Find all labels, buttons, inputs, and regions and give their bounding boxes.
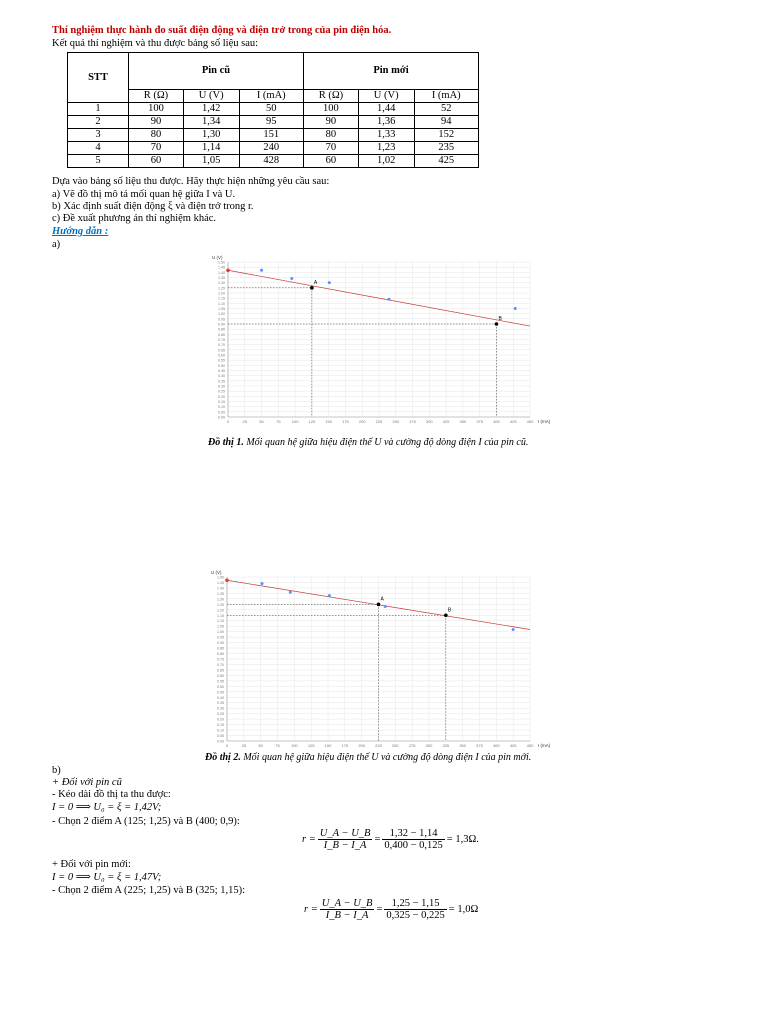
sub-header-1: U (V) (183, 90, 239, 103)
y-tick-label: 1.20 (218, 291, 225, 296)
grid (218, 261, 534, 425)
y-tick-label: 0.05 (218, 410, 225, 415)
table-cell: 50 (239, 103, 303, 116)
y-tick-label: 0.85 (217, 646, 224, 651)
marked-point (444, 613, 448, 617)
x-tick-label: 300 (425, 419, 433, 424)
table-cell: 70 (303, 142, 358, 155)
table-cell: 1 (68, 103, 129, 116)
y-tick-label: 1.00 (217, 630, 224, 635)
marked-point (495, 322, 499, 326)
task-lead: Dựa vào bảng số liệu thu được. Hãy thực hiện những yêu cầu sau: (52, 176, 330, 187)
x-tick-label: 25 (241, 743, 247, 748)
x-tick-label: 175 (342, 419, 349, 424)
intercept-point (226, 268, 230, 272)
marked-point-label: B (498, 316, 502, 322)
new-r-lhs: r = (304, 904, 318, 915)
y-tick-label: 0.75 (217, 657, 224, 662)
y-tick-label: 0.55 (218, 358, 225, 363)
data-point (512, 628, 515, 631)
table-cell: 60 (303, 155, 358, 168)
new-f2-num: 1,25 − 1,15 (384, 898, 446, 910)
x-tick-label: 200 (358, 743, 366, 748)
old-emf: I = 0 ⟹ U₀ = ξ = 1,42V; (52, 802, 162, 813)
table-cell: 2 (68, 116, 129, 129)
intercept-point (225, 578, 229, 582)
y-tick-label: 0.70 (218, 343, 225, 348)
data-point (328, 594, 331, 597)
x-tick-label: 375 (476, 743, 483, 748)
x-tick-label: 250 (391, 743, 399, 748)
y-tick-label: 0.20 (218, 394, 225, 399)
table-row (68, 155, 479, 168)
chart2-caption-bold: Đồ thị 2. (205, 752, 241, 763)
x-axis-label: I (mA) (538, 743, 551, 748)
y-tick-label: 1.15 (217, 613, 224, 618)
data-point (388, 298, 391, 301)
y-tick-label: 1.30 (218, 281, 225, 286)
table-body (68, 103, 479, 168)
marked-point (377, 603, 381, 607)
table-cell: 52 (414, 103, 478, 116)
y-tick-label: 0.00 (217, 739, 224, 744)
x-tick-label: 325 (442, 419, 450, 424)
x-tick-label: 450 (526, 743, 534, 748)
y-tick-label: 0.75 (218, 338, 225, 342)
y-axis-label: U (V) (211, 570, 222, 575)
y-tick-label: 1.20 (217, 608, 224, 613)
y-tick-label: 0.65 (218, 348, 225, 353)
y-tick-label: 0.05 (217, 734, 224, 739)
x-tick-label: 100 (291, 419, 299, 424)
x-tick-label: 75 (276, 419, 281, 424)
intro-text: Kết quả thí nghiệm và thu được bảng số liệu sau: (52, 38, 259, 49)
y-tick-label: 0.15 (218, 400, 225, 404)
x-tick-label: 75 (275, 743, 280, 748)
x-tick-label: 425 (509, 419, 517, 424)
data-point (290, 277, 293, 280)
x-tick-label: 375 (476, 419, 484, 424)
y-tick-label: 0.70 (217, 662, 224, 667)
sub-header-5: I (mA) (414, 90, 478, 103)
y-tick-label: 0.40 (218, 374, 225, 379)
x-tick-label: 400 (493, 419, 500, 424)
marked-point-label: B (447, 607, 452, 614)
y-tick-label: 0.50 (217, 684, 224, 689)
new-f2-den: 0,325 − 0,225 (386, 910, 445, 921)
old-r-formula: r = $\frac{U\_A - U\_B}{I\_B - I\_A}$ = $\frac{1,32 - 1,14}{0,400 - 0,125}$ = 1,3Ω. (302, 828, 479, 851)
y-tick-label: 1.05 (217, 624, 224, 629)
x-tick-label: 125 (308, 419, 316, 424)
x-tick-label: 150 (324, 743, 332, 748)
table-cell: 100 (129, 103, 184, 116)
x-tick-label: 275 (408, 743, 416, 748)
table-cell: 1,02 (358, 155, 414, 168)
data-point (384, 605, 387, 608)
y-tick-label: 1.50 (217, 575, 224, 580)
table-cell: 425 (414, 155, 478, 168)
x-tick-label: 350 (459, 419, 467, 424)
y-tick-label: 0.95 (218, 317, 225, 322)
new-f1-num: U_A − U_B (321, 898, 373, 909)
table-cell: 152 (414, 129, 478, 142)
table-cell: 1,14 (183, 142, 239, 155)
y-tick-label: 0.50 (218, 363, 225, 368)
table-cell: 3 (68, 129, 129, 142)
y-tick-label: 0.10 (218, 405, 225, 410)
old-battery-header: Pin cũ (129, 53, 304, 90)
y-tick-label: 1.45 (218, 265, 225, 270)
stt-header: STT (68, 53, 129, 103)
y-tick-label: 1.40 (217, 586, 224, 591)
guide-heading: Hướng dẫn : (52, 226, 109, 237)
x-tick-label: 225 (375, 419, 383, 424)
old-result: = 1,3Ω. (446, 834, 479, 845)
table-row (68, 116, 479, 129)
y-tick-label: 1.15 (218, 296, 225, 301)
x-tick-label: 25 (242, 419, 248, 424)
y-tick-label: 0.60 (217, 673, 224, 678)
new-heading: + Đối với pin mới: (52, 859, 131, 870)
x-tick-label: 325 (442, 743, 450, 748)
table-row (68, 129, 479, 142)
y-tick-label: 0.20 (217, 717, 224, 722)
marked-point-label: A (380, 596, 384, 603)
table-cell: 1,30 (183, 129, 239, 142)
data-table (67, 52, 479, 168)
new-choose: - Chọn 2 điểm A (225; 1,25) và B (325; 1,15): (52, 885, 246, 896)
y-tick-label: 0.90 (218, 322, 225, 327)
chart2-caption-text: Mối quan hệ giữa hiệu điện thế U và cường độ dòng điện I của pin mới. (240, 752, 532, 763)
table-cell: 1,36 (358, 116, 414, 129)
task-c: c) Đề xuất phương án thí nghiệm khác. (52, 213, 217, 224)
x-tick-label: 0 (226, 419, 230, 424)
x-tick-label: 250 (392, 419, 400, 424)
table-cell: 95 (239, 116, 303, 129)
old-f2-num: 1,32 − 1,14 (382, 828, 444, 840)
chart2-caption (205, 752, 531, 763)
y-tick-label: 1.45 (217, 580, 224, 585)
sub-header-4: U (V) (358, 90, 414, 103)
x-tick-label: 400 (492, 743, 500, 748)
x-tick-label: 150 (325, 419, 333, 424)
x-tick-label: 350 (459, 743, 467, 748)
chart-old-battery (200, 250, 551, 430)
y-tick-label: 1.35 (217, 591, 224, 596)
new-f1-den: I_B − I_A (325, 910, 369, 921)
table-cell: 151 (239, 129, 303, 142)
y-tick-label: 1.10 (217, 619, 224, 624)
y-tick-label: 1.50 (218, 260, 225, 265)
table-cell: 4 (68, 142, 129, 155)
x-tick-label: 225 (375, 743, 382, 748)
chart1-caption-text: Mối quan hệ giữa hiệu điện thế U và cường độ dòng điện I của pin cũ. (243, 437, 529, 448)
sub-header-3: R (Ω) (303, 90, 358, 103)
table-cell: 1,34 (183, 116, 239, 129)
x-tick-label: 50 (259, 419, 264, 424)
y-tick-label: 0.15 (217, 723, 224, 728)
task-b: b) Xác định suất điện động ξ và điện trở trong r. (52, 201, 254, 212)
y-tick-label: 1.00 (218, 312, 225, 317)
y-tick-label: 0.25 (218, 389, 225, 394)
table-cell: 94 (414, 116, 478, 129)
part-a-label: a) (52, 239, 61, 250)
table-cell: 1,44 (358, 103, 414, 116)
sub-header-row (68, 90, 479, 103)
y-tick-label: 0.95 (217, 635, 224, 640)
table-cell: 80 (129, 129, 184, 142)
table-row (68, 142, 479, 155)
table-cell: 428 (239, 155, 303, 168)
x-tick-label: 50 (258, 743, 263, 748)
y-tick-label: 0.85 (218, 327, 225, 332)
x-tick-label: 450 (526, 419, 534, 424)
table-cell: 60 (129, 155, 184, 168)
table-cell: 5 (68, 155, 129, 168)
table-cell: 100 (303, 103, 358, 116)
y-tick-label: 0.30 (217, 706, 224, 711)
y-tick-label: 0.30 (218, 384, 225, 389)
table-cell: 90 (303, 116, 358, 129)
x-tick-label: 125 (307, 743, 315, 748)
table-cell: 70 (129, 142, 184, 155)
y-tick-label: 1.10 (218, 301, 225, 306)
data-point (289, 591, 292, 594)
grid (217, 576, 534, 749)
old-choose: - Chọn 2 điểm A (125; 1,25) và B (400; 0,9): (52, 816, 240, 827)
old-heading: + Đối với pin cũ (52, 777, 122, 788)
y-tick-label: 0.40 (217, 695, 224, 700)
page-title: Thí nghiệm thực hành đo suất điện động và điện trở trong của pin điện hóa. (52, 25, 392, 36)
y-tick-label: 1.40 (218, 270, 225, 275)
x-tick-label: 200 (358, 419, 366, 424)
y-tick-label: 1.30 (217, 597, 224, 602)
marked-point (310, 286, 314, 290)
new-result: = 1,0Ω (448, 904, 479, 915)
y-tick-label: 1.25 (217, 602, 224, 607)
data-point (328, 281, 331, 284)
x-tick-label: 100 (290, 743, 298, 748)
x-tick-label: 425 (509, 743, 517, 748)
table-cell: 1,23 (358, 142, 414, 155)
data-point (261, 582, 264, 585)
table-cell: 90 (129, 116, 184, 129)
sub-header-0: R (Ω) (129, 90, 184, 103)
x-tick-label: 0 (225, 743, 229, 748)
table-cell: 1,05 (183, 155, 239, 168)
table-cell: 240 (239, 142, 303, 155)
new-r-formula: r = $\frac{U\_A - U\_B}{I\_B - I\_A}$ = $\frac{1,25 - 1,15}{0,325 - 0,225}$ = 1,0Ω (304, 898, 479, 921)
task-a: a) Vẽ đồ thị mô tả mối quan hệ giữa I và U. (52, 189, 236, 200)
old-f2-den: 0,400 − 0,125 (384, 840, 443, 851)
part-b-label: b) (52, 765, 61, 776)
y-tick-label: 0.45 (218, 369, 225, 373)
y-tick-label: 0.60 (218, 353, 225, 358)
new-emf: I = 0 ⟹ U₀ = ξ = 1,47V; (52, 872, 162, 883)
old-r-lhs: r = (302, 834, 316, 845)
chart1-caption (208, 437, 528, 448)
old-f1-den: I_B − I_A (323, 840, 367, 851)
table-cell: 1,42 (183, 103, 239, 116)
y-tick-label: 0.45 (217, 690, 224, 695)
table-cell: 80 (303, 129, 358, 142)
y-tick-label: 0.55 (217, 679, 224, 684)
y-tick-label: 0.25 (217, 712, 224, 717)
y-tick-label: 1.05 (218, 307, 225, 311)
table-cell: 1,33 (358, 129, 414, 142)
sub-header-2: I (mA) (239, 90, 303, 103)
y-axis-label: U (V) (212, 255, 223, 260)
chart-new-battery (200, 566, 562, 750)
data-point (260, 269, 263, 272)
x-tick-label: 175 (341, 743, 349, 748)
x-axis-label: I (mA) (538, 419, 551, 424)
y-tick-label: 1.25 (218, 286, 225, 291)
old-f1-num: U_A − U_B (319, 828, 371, 839)
table-row (68, 103, 479, 116)
y-tick-label: 0.35 (217, 701, 224, 706)
table-cell: 235 (414, 142, 478, 155)
y-tick-label: 1.35 (218, 276, 225, 280)
x-tick-label: 275 (409, 419, 416, 424)
y-tick-label: 0.65 (217, 668, 224, 673)
y-tick-label: 0.00 (218, 415, 225, 420)
marked-point-label: A (313, 279, 318, 286)
y-tick-label: 0.10 (217, 728, 224, 733)
data-point (514, 307, 517, 310)
y-tick-label: 0.80 (217, 652, 224, 657)
old-extend: - Kéo dài đồ thị ta thu được: (52, 789, 171, 800)
y-tick-label: 0.80 (218, 332, 225, 337)
chart1-caption-bold: Đồ thị 1. (208, 437, 244, 448)
y-tick-label: 0.90 (217, 641, 224, 646)
x-tick-label: 300 (425, 743, 433, 748)
new-battery-header: Pin mới (303, 53, 478, 90)
y-tick-label: 0.35 (218, 379, 225, 384)
